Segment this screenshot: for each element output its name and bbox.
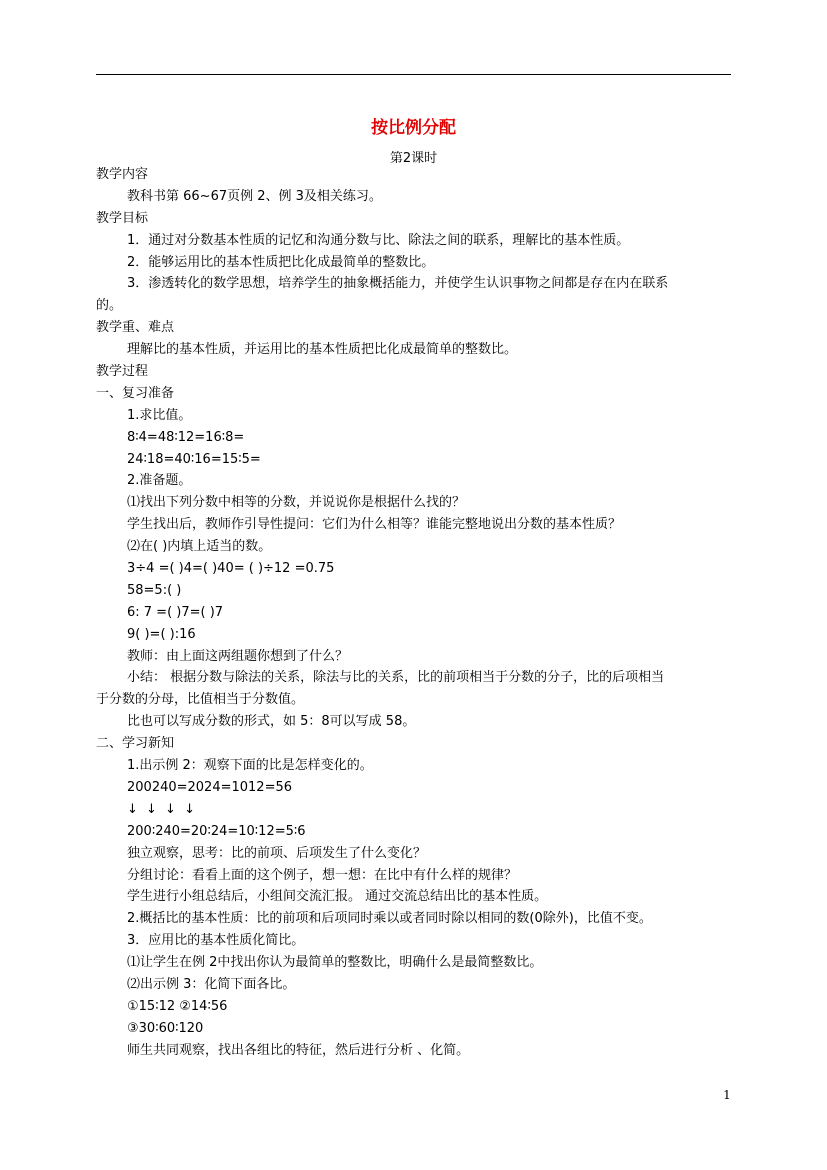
text-line: 1.求比值。	[127, 407, 192, 423]
text-line: 2.概括比的基本性质：比的前项和后项同时乘以或者同时除以相同的数(0除外)，比值不变。	[127, 911, 652, 927]
text-line: 3÷4 =( )4=( )40= ( )÷12 =0.75	[127, 561, 335, 577]
text-line: 于分数的分母，比值相当于分数值。	[96, 692, 305, 708]
text-line: 学生进行小组总结后，小组间交流汇报。 通过交流总结出比的基本性质。	[127, 889, 548, 905]
text-line: 6: 7 =( )7=( )7	[127, 604, 224, 620]
text-line: 小结： 根据分数与除法的关系，除法与比的关系，比的前项相当于分数的分子，比的后项相当	[127, 670, 665, 686]
text-line: 教学过程	[96, 364, 149, 380]
text-line: 理解比的基本性质，并运用比的基本性质把比化成最简单的整数比。	[127, 342, 518, 358]
text-line: 教科书第 66~67页例 2、例 3及相关练习。	[127, 188, 382, 204]
text-line: 58=5:( )	[127, 582, 182, 598]
text-line: 2．能够运用比的基本性质把比化成最简单的整数比。	[127, 254, 435, 270]
text-line: 分组讨论：看看上面的这个例子，想一想：在比中有什么样的规律？	[127, 867, 518, 883]
text-line: 教学目标	[96, 210, 149, 226]
text-line: 独立观察，思考：比的前项、后项发生了什么变化？	[127, 845, 427, 861]
text-line: 比也可以写成分数的形式，如 5：8可以写成 58。	[127, 714, 416, 730]
text-line: ⑴让学生在例 2中找出你认为最简单的整数比，明确什么是最简整数比。	[127, 955, 543, 971]
text-line: 200240=2024=1012=56	[127, 779, 293, 795]
text-line: 二、学习新知	[96, 736, 175, 752]
text-line: 2.准备题。	[127, 473, 192, 489]
text-line: ⑵出示例 3：化简下面各比。	[127, 976, 296, 992]
text-line: 3．应用比的基本性质化简比。	[127, 933, 305, 949]
text-line: 学生找出后，教师作引导性提问：它们为什么相等？谁能完整地说出分数的基本性质？	[127, 517, 622, 533]
text-line: 教师：由上面这两组题你想到了什么？	[127, 648, 349, 664]
header-rule	[96, 74, 731, 75]
page-subtitle: 第2课时	[389, 151, 438, 166]
text-line: 8∶4=48∶12=16∶8=	[127, 429, 245, 445]
text-line: 200∶240=20∶24=10∶12=5∶6	[127, 823, 306, 839]
text-line: 一、复习准备	[96, 385, 175, 401]
text-line: 9( )=( ):16	[127, 626, 196, 642]
text-line: 1．通过对分数基本性质的记忆和沟通分数与比、除法之间的联系，理解比的基本性质。	[127, 232, 630, 248]
document-body	[96, 164, 736, 1062]
page-number: 1	[723, 1088, 731, 1102]
text-line: 的。	[96, 298, 123, 314]
text-line: ①15∶12 ②14∶56	[127, 998, 228, 1014]
text-line: 3．渗透转化的数学思想，培养学生的抽象概括能力，并使学生认识事物之间都是存在内在联系	[127, 276, 669, 292]
text-line: ⑵在( )内填上适当的数。	[127, 539, 272, 555]
text-line: 24∶18=40∶16=15∶5=	[127, 451, 261, 467]
text-line: 1.出示例 2：观察下面的比是怎样变化的。	[127, 758, 373, 774]
text-line: 师生共同观察，找出各组比的特征，然后进行分析 、化简。	[127, 1042, 470, 1058]
text-line: ⑴找出下列分数中相等的分数，并说说你是根据什么找的？	[127, 495, 466, 511]
page-title: 按比例分配	[371, 118, 456, 138]
text-line: 教学重、难点	[96, 320, 175, 336]
text-line: ↓ ↓ ↓ ↓	[127, 801, 197, 817]
text-line: 教学内容	[96, 167, 149, 182]
text-line: ③30∶60∶120	[127, 1020, 204, 1036]
